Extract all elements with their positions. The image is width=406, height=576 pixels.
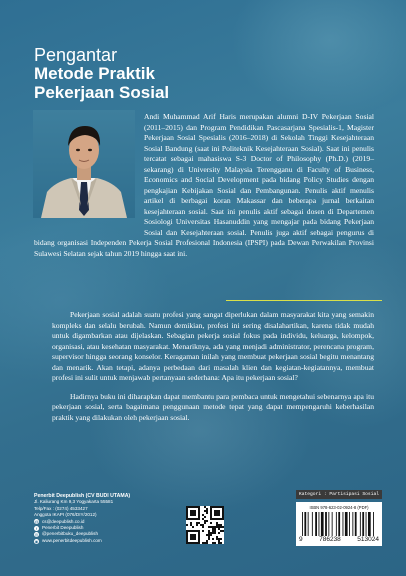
category-label: Kategori : Partisipasi Sosial: [296, 490, 382, 499]
section-divider: [226, 300, 382, 301]
facebook-icon: f: [35, 525, 38, 531]
email-icon: @: [34, 519, 39, 525]
publisher-phone: Telp/Fax : (0274) 4533427: [34, 505, 88, 511]
publisher-website-row: [34, 538, 184, 544]
isbn-digits: [296, 536, 382, 544]
isbn-digit-group-2: 513024: [357, 536, 379, 543]
author-biography: [34, 112, 374, 259]
qr-code-icon: [186, 506, 224, 544]
publisher-info: [34, 493, 184, 544]
description-paragraph-2: Hadirnya buku ini diharapkan dapat membantu para pembaca untuk mengetahui sebenarnya apa itu pekerjaan sosial, serta bagaimana penggunaan metode tepat yang dapat mempengaruhi keberhasilan praktik yang dilakukan oleh pekerjaan sosial.: [52, 391, 374, 422]
publisher-email: cs@deepublish.co.id: [42, 518, 85, 524]
publisher-facebook: Penerbit Deepublish: [42, 525, 84, 531]
publisher-membership: Anggota IKAPI (076/DIY/2012): [34, 512, 97, 518]
photo-spacer: [34, 112, 144, 232]
title-line-3: Pekerjaan Sosial: [34, 83, 170, 102]
publisher-instagram: @penerbitbuku_deepublish: [42, 531, 99, 537]
publisher-name: Penerbit Deepublish (CV BUDI UTAMA): [34, 493, 131, 499]
isbn-text: ISBN 978-623-02-0924-8 (PDF): [309, 505, 369, 510]
isbn-barcode: [296, 502, 382, 546]
publisher-website: www.penerbitdeepublish.com: [42, 537, 102, 543]
publisher-address: Jl. Kaliurang Km 9,3 Yogyakarta 55581: [34, 499, 114, 505]
isbn-digit-group-1: 786238: [319, 536, 341, 543]
title-line-2: Metode Praktik: [34, 64, 155, 83]
description-paragraph-1: Pekerjaan sosial adalah suatu profesi yang sangat diperlukan dalam masyarakat kita yang semakin kompleks dan selalu berubah. Namun demikian, profesi ini sering disalahartikan, karena tidak mudah untuk digambarkan atau dijelaskan. Sebagian pekerja sosial fokus pada individu, keluarga, kelompok, organisasi, atau kesehatan masyarakat. Menariknya, ada yang menjadi administrator, perencana program, supervisor hingga seorang konselor. Keragaman inilah yang membuat pekerjaan sosial begitu menantang dan menarik. Akan tetapi, adanya perbedaan dari masalah klien dan kegiatan-kegiatannya, membuat profesi ini sulit untuk menjawab pertanyaan sederhana: Apa itu pekerjaan sosial?: [52, 310, 374, 382]
title-line-1: Pengantar: [34, 45, 118, 65]
barcode-icon: [302, 512, 376, 536]
instagram-icon: ◎: [34, 532, 39, 538]
book-description: [52, 310, 374, 431]
isbn-digit-first: 9: [299, 536, 303, 543]
book-title: [34, 46, 169, 102]
globe-icon: ◉: [34, 538, 39, 544]
author-bio-text: Andi Muhammad Arif Haris merupakan alumni D-IV Pekerjaan Sosial (2011–2015) dan Program Pendidikan Pascasarjana Spesialis-1, Magister Pekerjaan Sosial Spesialis (2016–2018) di Sekolah Tinggi Kesejahteraan Sosial Bandung (saat ini Politeknik Kesejahteraan Sosial). Saat ini penulis tercatat sebagai mahasiswa S-3 Doctor of Philosophy (Ph.D.) (2019–sekarang) di University Malaysia Terengganu di Faculty of Business, Economics and Social Development pada bidang Policy Studies dengan pengkajian Kebijakan Sosial dan Pembangunan. Penulis aktif menulis artikel di berbagai koran Makassar dan beberapa jurnal berkaitan kesejahteraan sosial. Saat ini penulis aktif sebagai dosen di Departemen Sosiologi Universitas Hasanuddin yang mengajar pada bidang Pekerjaan Sosial dan Kesejahteraan sosial. Penulis juga aktif sebagai pengurus di bidang organisasi Independen Pekerja Sosial Profesional Indonesia (IPSPI) pada Dewan Perwakilan Provinsi Sulawesi Selatan sejak tahun 2019 hingga saat ini.: [34, 112, 374, 258]
